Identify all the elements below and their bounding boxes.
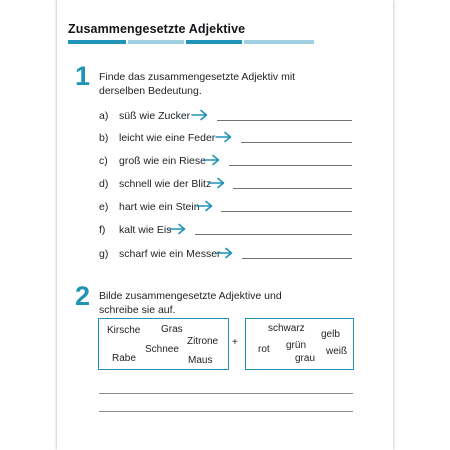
answer-line[interactable] <box>233 188 352 189</box>
item-letter: e) <box>99 201 109 213</box>
color-word: grau <box>295 353 316 364</box>
exercise-number: 2 <box>75 281 91 311</box>
plus-sign: + <box>232 337 238 348</box>
item-letter: b) <box>99 132 109 144</box>
item-letter: c) <box>99 155 108 167</box>
arrow-right-icon <box>216 247 234 259</box>
item-letter: f) <box>99 224 106 236</box>
arrow-right-icon <box>203 154 221 166</box>
instruction-line: schreibe sie auf. <box>99 303 176 316</box>
noun-word: Maus <box>188 355 213 366</box>
title-bar-segment <box>244 40 314 44</box>
noun-word: Zitrone <box>187 336 219 347</box>
writing-line[interactable] <box>99 393 353 394</box>
color-word: gelb <box>321 329 340 340</box>
arrow-right-icon <box>196 200 214 212</box>
exercise-item <box>99 132 353 146</box>
answer-line[interactable] <box>221 211 352 212</box>
arrow-right-icon <box>215 131 233 143</box>
answer-line[interactable] <box>242 258 352 259</box>
answer-line[interactable] <box>229 165 352 166</box>
exercise-number: 1 <box>75 61 91 91</box>
noun-word: Rabe <box>112 353 136 364</box>
exercise-item <box>99 224 353 238</box>
noun-box <box>98 318 229 370</box>
instruction-line: Finde das zusammengesetzte Adjektiv mit <box>99 71 296 83</box>
answer-line[interactable] <box>217 120 352 121</box>
exercise-item <box>99 155 353 169</box>
exercise-instruction <box>99 71 295 98</box>
title-bar-segment <box>68 40 126 44</box>
answer-line[interactable] <box>241 142 352 143</box>
exercise-instruction <box>99 290 282 317</box>
title-bar-segment <box>128 40 184 44</box>
color-word: weiß <box>326 346 348 357</box>
item-phrase: kalt wie Eis <box>119 224 172 236</box>
item-phrase: groß wie ein Riese <box>119 155 206 167</box>
noun-word: Schnee <box>145 344 179 355</box>
exercise-item <box>99 178 353 192</box>
noun-word: Kirsche <box>107 325 141 336</box>
color-box <box>245 318 354 370</box>
item-phrase: hart wie ein Stein <box>119 201 200 213</box>
arrow-right-icon <box>208 177 226 189</box>
noun-word: Gras <box>161 324 183 335</box>
item-phrase: süß wie Zucker <box>119 110 191 122</box>
instruction-line: derselben Bedeutung. <box>99 84 202 97</box>
item-phrase: scharf wie ein Messer <box>119 248 221 260</box>
writing-line[interactable] <box>99 411 353 412</box>
arrow-right-icon <box>169 223 187 235</box>
title-bar-segment <box>186 40 242 44</box>
exercise-item <box>99 248 353 262</box>
page-title: Zusammengesetzte Adjektive <box>68 22 246 36</box>
item-letter: g) <box>99 248 109 260</box>
answer-line[interactable] <box>195 234 352 235</box>
color-word: grün <box>286 340 307 351</box>
arrow-right-icon <box>191 109 209 121</box>
item-letter: d) <box>99 178 109 190</box>
exercise-item <box>99 201 353 215</box>
color-word: schwarz <box>268 323 305 334</box>
item-letter: a) <box>99 110 109 122</box>
color-word: rot <box>258 344 270 355</box>
item-phrase: leicht wie eine Feder <box>119 132 216 144</box>
instruction-line: Bilde zusammengesetzte Adjektive und <box>99 290 282 302</box>
exercise-item <box>99 110 353 124</box>
item-phrase: schnell wie der Blitz <box>119 178 212 190</box>
